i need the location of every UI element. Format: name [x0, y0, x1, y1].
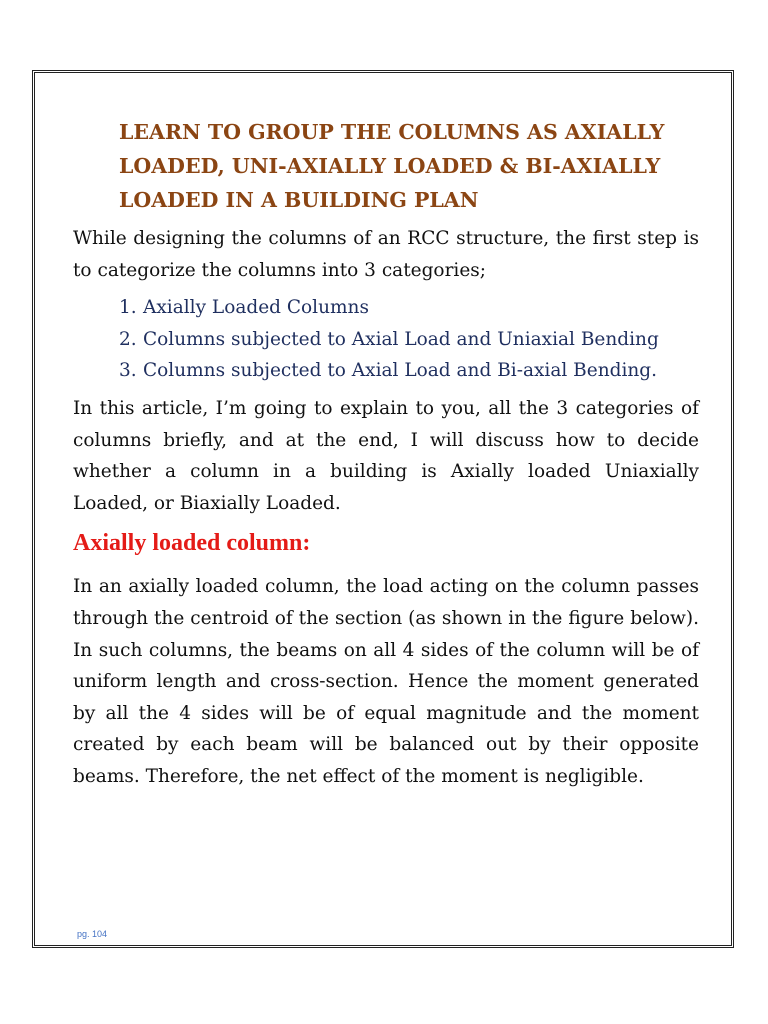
section-heading: Axially loaded column: — [73, 530, 311, 557]
list-item-text: Axially Loaded Columns — [143, 297, 369, 319]
page-border — [32, 70, 734, 948]
category-list — [73, 292, 699, 387]
list-item-number: 1. — [119, 297, 137, 319]
page-number: pg. 104 — [77, 929, 108, 939]
intro-paragraph: While designing the columns of an RCC structure, the first step is to categorize the columns into 3 categories; — [73, 228, 699, 281]
list-item — [119, 355, 699, 387]
article-paragraph: In this article, I’m going to explain to you, all the 3 categories of columns briefly, and at the end, I will discuss how to decide whether a column in a building is Axially loaded Uniaxially Loaded, or Biaxially Loaded. — [73, 397, 699, 514]
list-item-number: 2. — [119, 328, 137, 350]
page-content — [73, 115, 699, 793]
list-item-text: Columns subjected to Axial Load and Uniaxial Bending — [143, 328, 659, 350]
section-paragraph: In an axially loaded column, the load acting on the column passes through the centroid of the section (as shown in the figure below). In such columns, the beams on all 4 sides of the column will be of uniform length and cross-section. Hence the moment generated by all the 4 sides will be of equal magnitude and the moment created by each beam will be balanced out by their opposite beams. Therefore, the net effect of the moment is negligible. — [73, 576, 699, 787]
list-item — [119, 292, 699, 324]
list-item — [119, 324, 699, 356]
document-title: LEARN TO GROUP THE COLUMNS AS AXIALLY LOADED, UNI-AXIALLY LOADED & BI-AXIALLY LOADED IN A BUILDING PLAN — [119, 120, 665, 212]
list-item-number: 3. — [119, 360, 137, 382]
list-item-text: Columns subjected to Axial Load and Bi-axial Bending. — [143, 360, 658, 382]
